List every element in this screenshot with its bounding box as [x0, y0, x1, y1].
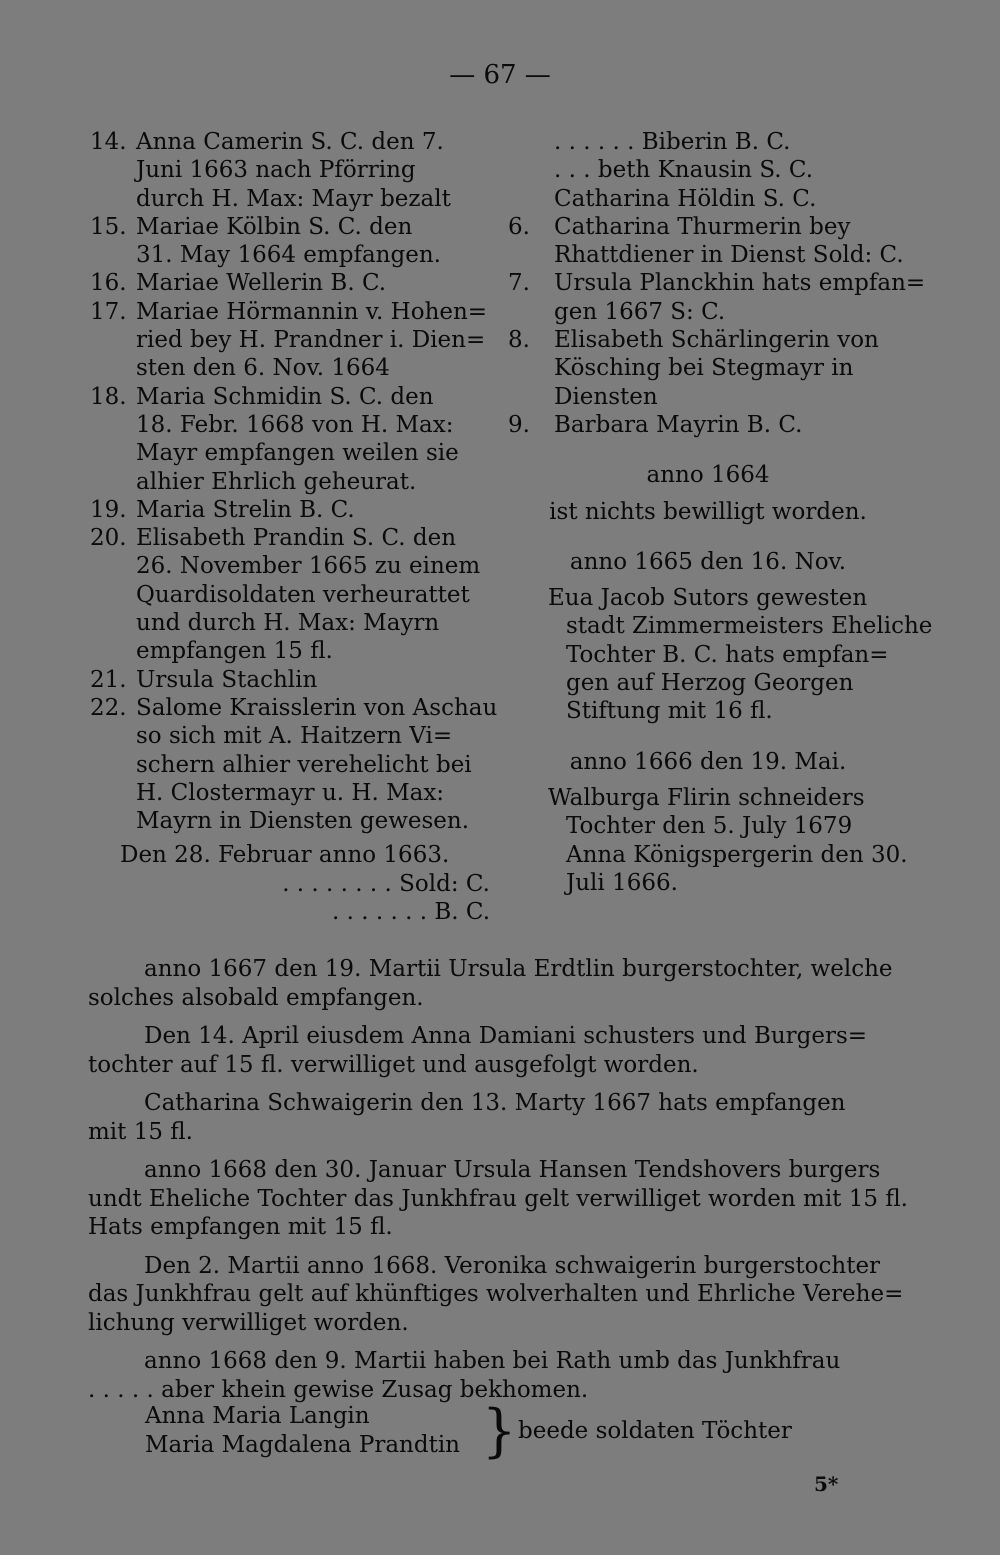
anno-1664-heading: anno 1664	[646, 462, 770, 489]
entry-number: 6.	[508, 213, 530, 240]
trailing-line: . . . . . . . B. C.	[332, 899, 490, 926]
text-line: Tochter B. C. hats empfan=	[566, 641, 889, 668]
text-line: stadt Zimmermeisters Eheliche	[566, 613, 933, 640]
entry-line: ried bey H. Prandner i. Dien=	[136, 327, 486, 354]
paragraph	[88, 955, 910, 1012]
entry-text: Mariae Kölbin S. C. den	[136, 213, 413, 240]
entry-line: und durch H. Max: Mayrn	[136, 610, 440, 637]
entry-number: 18.	[90, 383, 127, 410]
entry-line	[90, 213, 500, 241]
entry-text: Catharina Thurmerin bey	[554, 213, 851, 240]
paragraph-line: tochter auf 15 fl. verwilliget und ausgefolgt worden.	[88, 1051, 699, 1078]
entry-line: 26. November 1665 zu einem	[136, 553, 481, 580]
list-item	[90, 298, 500, 383]
paragraph-line: lichung verwilliget worden.	[88, 1309, 409, 1336]
list-item	[508, 185, 908, 213]
left-column	[90, 128, 500, 926]
paragraph-line: Hats empfangen mit 15 fl.	[88, 1214, 393, 1240]
entry-text: Elisabeth Prandin S. C. den	[136, 525, 457, 552]
list-item	[90, 694, 500, 835]
list-item	[508, 326, 908, 411]
entry-line: so sich mit A. Haitzern Vi=	[136, 723, 453, 750]
list-item	[90, 213, 500, 270]
entry-number: 20.	[90, 525, 127, 552]
entry-number: 16.	[90, 270, 127, 297]
entry-line: Quardisoldaten verheurattet	[136, 581, 470, 608]
left-entries-list	[90, 128, 500, 835]
text-line: gen auf Herzog Georgen	[566, 670, 854, 697]
text-line: Anna Königspergerin den 30.	[566, 841, 908, 868]
entry-line	[90, 524, 500, 552]
entry-number: 19.	[90, 496, 127, 523]
anno-1666-heading: anno 1666 den 19. Mai.	[569, 748, 847, 775]
paragraph-line: . . . . . aber khein gewise Zusag bekhomen.	[88, 1376, 589, 1403]
entry-line: Kösching bei Stegmayr in	[554, 355, 854, 382]
right-entries-list	[508, 128, 926, 439]
entry-line	[90, 298, 500, 326]
entry-line	[508, 213, 908, 241]
entry-line	[90, 666, 500, 694]
entry-line	[508, 269, 926, 297]
entry-text: Anna Camerin S. C. den 7.	[136, 129, 444, 155]
entry-number: 8.	[508, 327, 530, 354]
entry-line	[90, 496, 500, 524]
paragraph-first-line: Catharina Schwaigerin den 13. Marty 1667 hats empfangen	[144, 1090, 846, 1116]
list-item	[90, 128, 500, 213]
bracket-name: Anna Maria Langin	[145, 1403, 370, 1429]
paragraph-first-line: anno 1668 den 30. Januar Ursula Hansen Tendshovers burgers	[144, 1157, 881, 1183]
page-number: — 67 —	[449, 60, 551, 90]
entry-line: Juni 1663 nach Pförring	[136, 157, 416, 184]
entry-line: empfangen 15 fl.	[136, 638, 333, 665]
curly-brace-glyph: }	[482, 1397, 517, 1464]
entry-text: Barbara Mayrin B. C.	[554, 411, 803, 438]
entry-line: 18. Febr. 1668 von H. Max:	[136, 411, 454, 438]
list-item	[90, 383, 500, 496]
anno-1665-heading: anno 1665 den 16. Nov.	[569, 548, 847, 575]
paragraph	[88, 1022, 910, 1079]
entry-text: Mariae Hörmannin v. Hohen=	[136, 298, 488, 325]
text-line: Tochter den 5. July 1679	[566, 813, 853, 840]
right-column	[508, 128, 933, 897]
paragraph	[88, 1156, 910, 1242]
entry-number: 22.	[90, 694, 127, 721]
entry-line: Mayr empfangen weilen sie	[136, 440, 459, 467]
date-heading: Den 28. Februar anno 1663.	[120, 842, 450, 869]
entry-text: Mariae Wellerin B. C.	[136, 270, 387, 297]
paragraph-first-line: anno 1667 den 19. Martii Ursula Erdtlin burgerstochter, welche	[144, 956, 893, 982]
list-item	[508, 269, 926, 326]
paragraph	[88, 1089, 910, 1146]
entry-text: Ursula Stachlin	[136, 666, 318, 693]
list-item	[90, 269, 500, 297]
paragraph-line: solches alsobald empfangen.	[88, 984, 424, 1011]
entry-line	[90, 694, 500, 722]
entry-line	[508, 411, 908, 439]
paragraph-line: mit 15 fl.	[88, 1118, 193, 1145]
paragraph	[88, 1252, 910, 1338]
list-item	[508, 213, 908, 270]
list-item	[90, 666, 500, 694]
anno-1666-block	[508, 784, 908, 897]
text-line: Juli 1666.	[566, 869, 678, 896]
entry-line: alhier Ehrlich geheurat.	[136, 468, 417, 495]
entry-number: 9.	[508, 411, 530, 438]
list-item	[90, 496, 500, 524]
entry-number: 7.	[508, 270, 530, 297]
entry-number: 17.	[90, 298, 127, 325]
paragraph-line: das Junkhfrau gelt auf khünftiges wolverhalten und Ehrliche Verehe=	[88, 1281, 904, 1307]
bracket-names	[145, 1402, 460, 1459]
paragraph-first-line: Den 2. Martii anno 1668. Veronika schwaigerin burgerstochter	[144, 1252, 881, 1279]
entry-text: . . . beth Knausin S. C.	[554, 157, 814, 184]
entry-line: sten den 6. Nov. 1664	[136, 355, 390, 382]
paragraph-first-line: anno 1668 den 9. Martii haben bei Rath umb das Junkhfrau	[144, 1348, 841, 1374]
entry-text: . . . . . . Biberin B. C.	[554, 129, 791, 155]
bracket-name: Maria Magdalena Prandtin	[145, 1431, 460, 1458]
signature-mark: 5*	[814, 1472, 839, 1496]
entry-line	[508, 128, 908, 156]
entry-line: H. Clostermayr u. H. Max:	[136, 779, 445, 806]
entry-text: Salome Kraisslerin von Aschau	[136, 694, 498, 721]
entry-text: Ursula Planckhin hats empfan=	[554, 270, 926, 297]
entry-line: Rhattdiener in Dienst Sold: C.	[554, 242, 904, 269]
entry-number: 21.	[90, 666, 127, 693]
bracket-label: beede soldaten Töchter	[518, 1418, 792, 1444]
entry-line	[508, 156, 908, 184]
entry-line	[90, 269, 500, 297]
entry-text: Elisabeth Schärlingerin von	[554, 327, 879, 354]
entry-line: Mayrn in Diensten gewesen.	[136, 808, 470, 835]
paragraph-line: undt Eheliche Tochter das Junkhfrau gelt verwilliget worden mit 15 fl.	[88, 1185, 908, 1212]
entry-number: 15.	[90, 213, 127, 240]
entry-number: 14.	[90, 129, 127, 155]
list-item	[508, 156, 908, 184]
list-item	[90, 524, 500, 665]
entry-line: durch H. Max: Mayr bezalt	[136, 185, 451, 212]
anno-1664-text: ist nichts bewilligt worden.	[549, 498, 867, 525]
entry-text: Maria Strelin B. C.	[136, 496, 355, 523]
text-line: Eua Jacob Sutors gewesten	[548, 585, 868, 612]
entry-line	[90, 383, 500, 411]
entry-line: schern alhier verehelicht bei	[136, 751, 472, 778]
paragraph-first-line: Den 14. April eiusdem Anna Damiani schusters und Burgers=	[144, 1023, 868, 1049]
list-item	[508, 128, 908, 156]
entry-line: gen 1667 S: C.	[554, 298, 726, 325]
entry-line: Diensten	[554, 383, 658, 410]
list-item	[508, 411, 908, 439]
text-line: Walburga Flirin schneiders	[548, 784, 865, 811]
text-line: Stiftung mit 16 fl.	[566, 698, 773, 725]
entry-line: 31. May 1664 empfangen.	[136, 242, 441, 269]
paragraphs-block	[88, 955, 910, 1414]
entry-line	[508, 326, 908, 354]
paragraph	[88, 1347, 910, 1404]
entry-text: Maria Schmidin S. C. den	[136, 383, 434, 410]
entry-line	[508, 185, 908, 213]
entry-line	[90, 128, 500, 156]
trailing-line: . . . . . . . . Sold: C.	[282, 870, 490, 897]
anno-1665-block	[508, 584, 933, 725]
entry-text: Catharina Höldin S. C.	[554, 185, 817, 212]
